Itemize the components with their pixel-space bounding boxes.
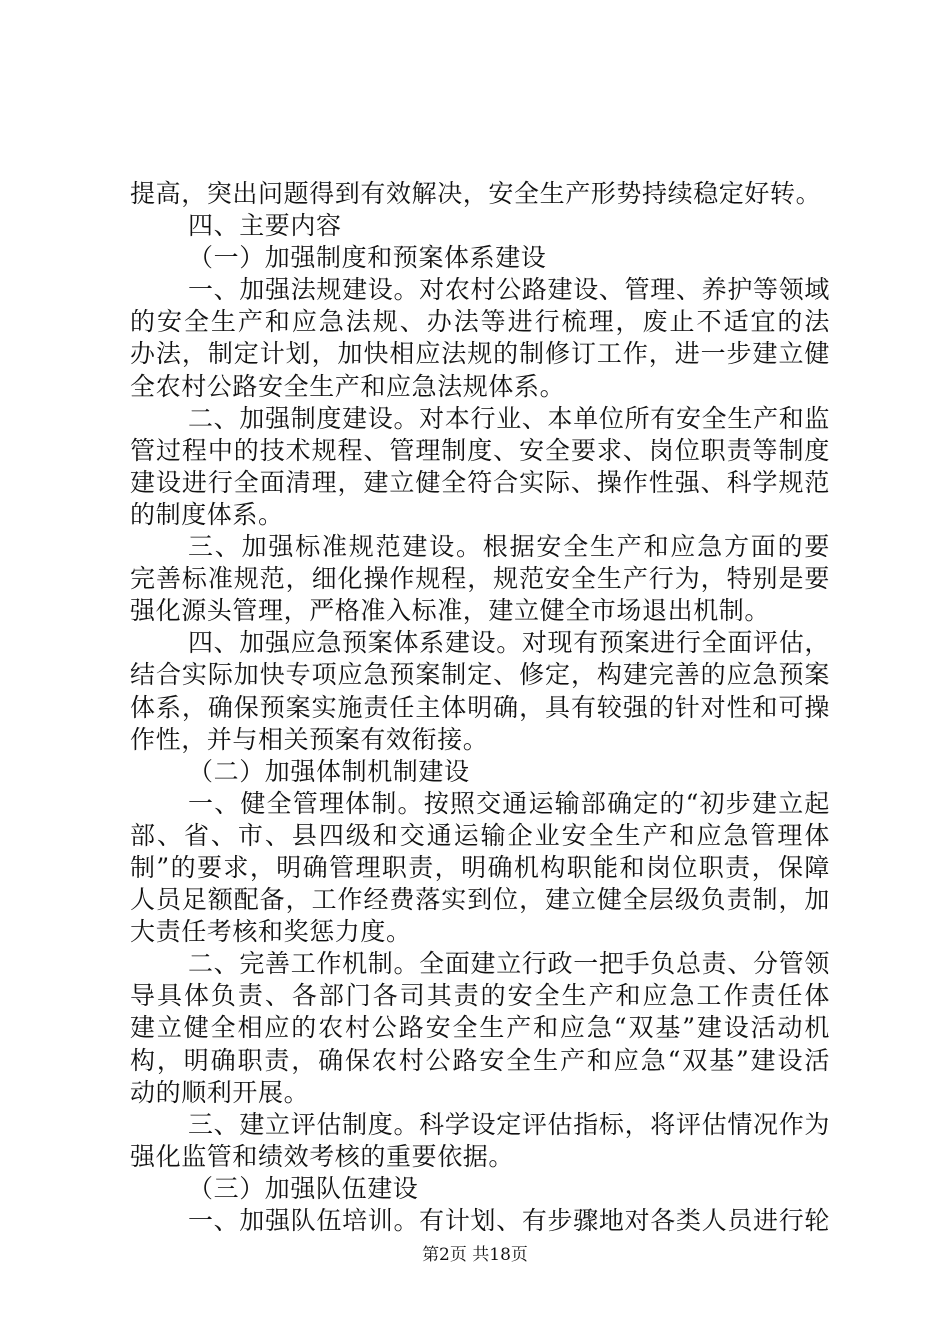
text-line: 二、加强制度建设。对本行业、本单位所有安全生产和监 — [188, 403, 830, 433]
subsection-heading: （三）加强队伍建设 — [188, 1173, 419, 1203]
text-line: 一、加强法规建设。对农村公路建设、管理、养护等领域 — [188, 275, 830, 305]
text-line: 三、建立评估制度。科学设定评估指标，将评估情况作为 — [188, 1109, 830, 1139]
text-line: 构，明确职责，确保农村公路安全生产和应急“双基”建设活 — [130, 1045, 830, 1075]
text-line: 强化监管和绩效考核的重要依据。 — [130, 1141, 515, 1171]
page-number-footer: 第2页 共18页 — [422, 1245, 528, 1265]
text-line: 全农村公路安全生产和应急法规体系。 — [130, 371, 566, 401]
subsection-heading: （二）加强体制机制建设 — [188, 756, 470, 786]
text-line: 结合实际加快专项应急预案制定、修定，构建完善的应急预案 — [130, 660, 830, 690]
text-line: 二、完善工作机制。全面建立行政一把手负总责、分管领 — [188, 949, 830, 979]
subsection-heading: （一）加强制度和预案体系建设 — [188, 243, 547, 273]
text-line: 大责任考核和奖惩力度。 — [130, 917, 412, 947]
text-line: 办法，制定计划，加快相应法规的制修订工作，进一步建立健 — [130, 339, 830, 369]
text-line: 提高，突出问题得到有效解决，安全生产形势持续稳定好转。 — [130, 179, 822, 208]
text-line: 体系，确保预案实施责任主体明确，具有较强的针对性和可操 — [130, 692, 830, 722]
text-line: 一、加强队伍培训。有计划、有步骤地对各类人员进行轮 — [188, 1206, 830, 1235]
text-line: 作性，并与相关预案有效衔接。 — [130, 724, 489, 754]
section-heading: 四、主要内容 — [188, 211, 342, 241]
text-line: 建设进行全面清理，建立健全符合实际、操作性强、科学规范 — [130, 467, 830, 497]
text-line: 部、省、市、县四级和交通运输企业安全生产和应急管理体 — [130, 820, 830, 850]
text-line: 的制度体系。 — [130, 499, 284, 529]
body-text — [130, 178, 830, 1237]
text-line: 的安全生产和应急法规、办法等进行梳理，废止不适宜的法 — [130, 307, 830, 337]
text-line: 人员足额配备，工作经费落实到位，建立健全层级负责制，加 — [130, 885, 830, 915]
text-line: 完善标准规范，细化操作规程，规范安全生产行为，特别是要 — [130, 564, 830, 594]
text-line: 导具体负责、各部门各司其责的安全生产和应急工作责任体 — [130, 981, 830, 1011]
text-line: 三、加强标准规范建设。根据安全生产和应急方面的要 — [188, 532, 830, 562]
text-line: 制”的要求，明确管理职责，明确机构职能和岗位职责，保障 — [130, 852, 830, 882]
text-line: 管过程中的技术规程、管理制度、安全要求、岗位职责等制度 — [130, 435, 830, 465]
text-line: 建立健全相应的农村公路安全生产和应急“双基”建设活动机 — [130, 1013, 830, 1043]
text-line: 一、健全管理体制。按照交通运输部确定的“初步建立起 — [188, 788, 830, 818]
text-line: 四、加强应急预案体系建设。对现有预案进行全面评估， — [188, 628, 830, 658]
text-line: 动的顺利开展。 — [130, 1077, 310, 1107]
text-line: 强化源头管理，严格准入标准，建立健全市场退出机制。 — [130, 596, 771, 626]
